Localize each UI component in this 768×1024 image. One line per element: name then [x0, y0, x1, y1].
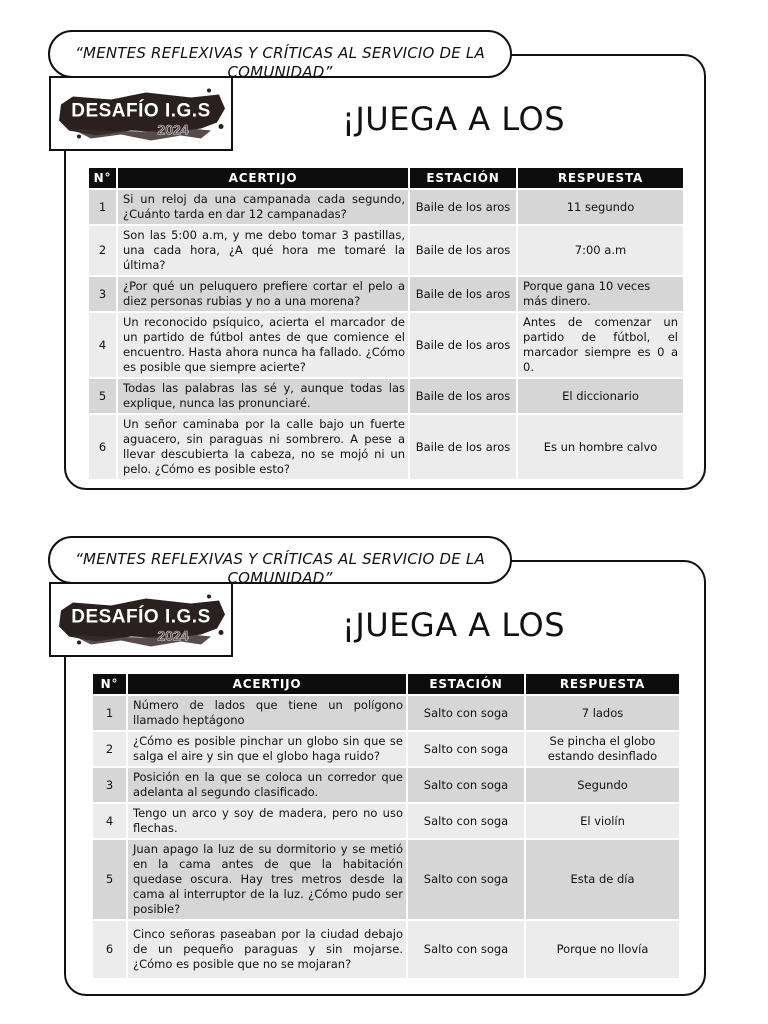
station-name: Salto con soga [407, 920, 525, 978]
riddle-answer: Esta de día [525, 839, 679, 920]
headline: ¡JUEGA A LOS [342, 606, 566, 644]
riddle-answer: 7:00 a.m [517, 225, 683, 276]
riddle-number: 5 [93, 839, 127, 920]
riddle-answer: El diccionario [517, 378, 683, 414]
station-name: Salto con soga [407, 839, 525, 920]
riddle-table [89, 168, 683, 479]
table-row [93, 767, 679, 803]
table-row [89, 378, 683, 414]
riddle-answer: Se pincha el globo estando desinflado [525, 731, 679, 767]
riddle-text: ¿Por qué un peluquero prefiere cortar el pelo a diez personas rubias y no a una morena? [117, 276, 409, 312]
station-name: Baile de los aros [409, 189, 517, 225]
table-row [93, 803, 679, 839]
motto-banner: “MENTES REFLEXIVAS Y CRÍTICAS AL SERVICIO DE LA COMUNIDAD” [48, 30, 512, 78]
riddle-number: 3 [89, 276, 117, 312]
logo-title: DESAFÍO I.G.S [71, 100, 211, 122]
logo-year: 2024 [157, 627, 189, 644]
riddle-answer: El violín [525, 803, 679, 839]
desafio-logo [49, 76, 233, 151]
header-station: ESTACIÓN [407, 674, 525, 695]
riddle-card [0, 28, 768, 508]
table-row [89, 225, 683, 276]
station-name: Baile de los aros [409, 276, 517, 312]
riddle-number: 3 [93, 767, 127, 803]
riddle-answer: 7 lados [525, 695, 679, 731]
riddle-number: 2 [89, 225, 117, 276]
header-riddle: ACERTIJO [117, 168, 409, 189]
riddle-text: Si un reloj da una campanada cada segundo, ¿Cuánto tarda en dar 12 campanadas? [117, 189, 409, 225]
table-row [89, 276, 683, 312]
table-row [93, 839, 679, 920]
table-row [93, 695, 679, 731]
header-number: N° [93, 674, 127, 695]
table-header-row [89, 168, 683, 189]
riddle-text: Posición en la que se coloca un corredor que adelanta al segundo clasificado. [127, 767, 407, 803]
desafio-logo [49, 582, 233, 657]
riddle-answer: Porque gana 10 veces más dinero. [517, 276, 683, 312]
riddle-text: Todas las palabras las sé y, aunque todas las explique, nunca las pronunciaré. [117, 378, 409, 414]
riddle-number: 6 [89, 414, 117, 479]
riddle-answer: Porque no llovía [525, 920, 679, 978]
station-name: Salto con soga [407, 695, 525, 731]
riddle-text: Juan apago la luz de su dormitorio y se metió en la cama antes de que la habitación quedase oscura. Hay tres metros desde la cama al interruptor de la luz. ¿Cómo pudo ser posible? [127, 839, 407, 920]
table-row [89, 189, 683, 225]
riddle-text: Tengo un arco y soy de madera, pero no uso flechas. [127, 803, 407, 839]
riddle-text: ¿Cómo es posible pinchar un globo sin que se salga el aire y sin que el globo haga ruido? [127, 731, 407, 767]
riddle-text: Un señor caminaba por la calle bajo un fuerte aguacero, sin paraguas ni sombrero. A pese a llevar descubierta la cabeza, no se mojó ni un pelo. ¿Cómo es posible esto? [117, 414, 409, 479]
riddle-answer: 11 segundo [517, 189, 683, 225]
riddle-number: 6 [93, 920, 127, 978]
logo-year: 2024 [157, 121, 189, 138]
motto-banner: “MENTES REFLEXIVAS Y CRÍTICAS AL SERVICIO DE LA COMUNIDAD” [48, 536, 512, 584]
riddle-text: Un reconocido psíquico, acierta el marcador de un partido de fútbol antes de que comience el encuentro. Hasta ahora nunca ha fallado. ¿Cómo es posible que siempre acierte? [117, 312, 409, 378]
station-name: Salto con soga [407, 767, 525, 803]
station-name: Baile de los aros [409, 225, 517, 276]
riddle-number: 5 [89, 378, 117, 414]
table-row [93, 920, 679, 978]
riddle-number: 1 [89, 189, 117, 225]
logo-title: DESAFÍO I.G.S [71, 606, 211, 628]
station-name: Baile de los aros [409, 414, 517, 479]
riddle-text: Son las 5:00 a.m, y me debo tomar 3 pastillas, una cada hora, ¿A qué hora me tomaré la última? [117, 225, 409, 276]
table-row [93, 731, 679, 767]
header-answer: RESPUESTA [517, 168, 683, 189]
station-name: Baile de los aros [409, 312, 517, 378]
header-number: N° [89, 168, 117, 189]
header-riddle: ACERTIJO [127, 674, 407, 695]
station-name: Salto con soga [407, 731, 525, 767]
table-header-row [93, 674, 679, 695]
table-row [89, 312, 683, 378]
header-answer: RESPUESTA [525, 674, 679, 695]
riddle-number: 4 [89, 312, 117, 378]
headline: ¡JUEGA A LOS [342, 100, 566, 138]
riddle-text: Cinco señoras paseaban por la ciudad debajo de un pequeño paraguas y sin mojarse. ¿Cómo es posible que no se mojaran? [127, 920, 407, 978]
table-row [89, 414, 683, 479]
riddle-card [0, 534, 768, 1014]
riddle-number: 4 [93, 803, 127, 839]
riddle-answer: Es un hombre calvo [517, 414, 683, 479]
station-name: Salto con soga [407, 803, 525, 839]
station-name: Baile de los aros [409, 378, 517, 414]
riddle-number: 2 [93, 731, 127, 767]
riddle-answer: Antes de comenzar un partido de fútbol, el marcador siempre es 0 a 0. [517, 312, 683, 378]
riddle-text: Número de lados que tiene un polígono llamado heptágono [127, 695, 407, 731]
riddle-table [93, 674, 679, 978]
header-station: ESTACIÓN [409, 168, 517, 189]
riddle-answer: Segundo [525, 767, 679, 803]
riddle-number: 1 [93, 695, 127, 731]
